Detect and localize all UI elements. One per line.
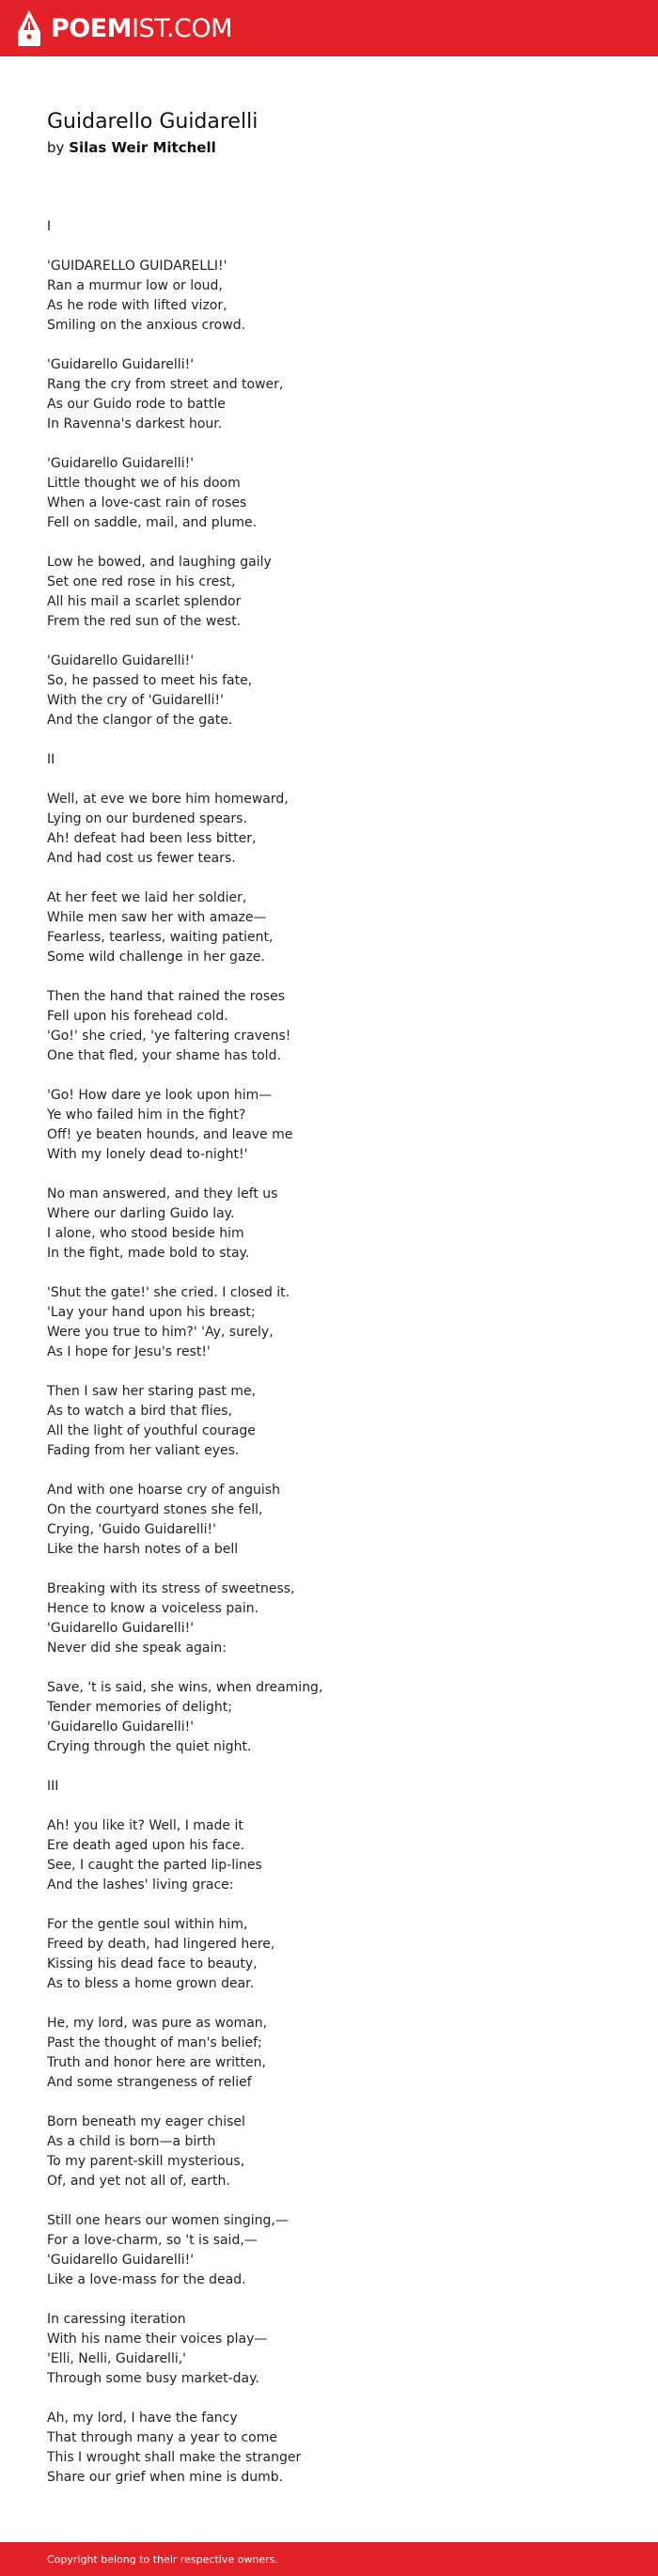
stanza-break bbox=[47, 237, 611, 257]
poem-line: 'GUIDARELLO GUIDARELLI!' bbox=[47, 259, 227, 274]
poem-line: Like a love-mass for the dead. bbox=[47, 2272, 246, 2287]
site-footer bbox=[0, 2542, 658, 2576]
poem-line: With his name their voices play— bbox=[47, 2332, 268, 2347]
stanza-break bbox=[47, 1165, 611, 1185]
poem-line: Ah, my lord, I have the fancy bbox=[47, 2411, 238, 2426]
site-header bbox=[0, 0, 658, 56]
poem-line: Off! ye beaten hounds, and leave me bbox=[47, 1127, 293, 1142]
poem-line: Rang the cry from street and tower, bbox=[47, 377, 284, 392]
poem-line: In the fight, made bold to stay. bbox=[47, 1246, 250, 1261]
stanza-break bbox=[47, 2290, 611, 2310]
poem-line: With the cry of 'Guidarelli!' bbox=[47, 693, 224, 708]
poem-line: On the courtyard stones she fell, bbox=[47, 1502, 263, 1517]
poem-line: Ye who failed him in the fight? bbox=[47, 1107, 246, 1123]
poem-line: Share our grief when mine is dumb. bbox=[47, 2470, 284, 2485]
poem-line: Fell upon his forehead cold. bbox=[47, 1009, 228, 1024]
poem-line: Save, 't is said, she wins, when dreaming, bbox=[47, 1680, 323, 1695]
stanza-break bbox=[47, 1362, 611, 1382]
poem-line: Hence to know a voiceless pain. bbox=[47, 1601, 259, 1616]
poem-line: While men saw her with amaze— bbox=[47, 910, 267, 925]
poem-line: And had cost us fewer tears. bbox=[47, 851, 236, 866]
stanza-break bbox=[47, 434, 611, 454]
stanza-break bbox=[47, 1560, 611, 1579]
logo-text-strong: POEM bbox=[51, 13, 133, 43]
poem-line: As I hope for Jesu's rest!' bbox=[47, 1344, 211, 1359]
poem-line: See, I caught the parted lip-lines bbox=[47, 1858, 262, 1873]
stanza-break bbox=[47, 730, 611, 750]
poem-line: Through some busy market-day. bbox=[47, 2371, 259, 2386]
poem-line: Smiling on the anxious crowd. bbox=[47, 318, 246, 333]
poem-line: Lying on our burdened spears. bbox=[47, 811, 247, 826]
poem-line: Ah! defeat had been less bitter, bbox=[47, 831, 257, 846]
poem-line: II bbox=[47, 752, 55, 767]
poem-line: Fearless, tearless, waiting patient, bbox=[47, 930, 274, 945]
poem-line: This I wrought shall make the stranger bbox=[47, 2450, 302, 2465]
poem-line: Then I saw her staring past me, bbox=[47, 1384, 257, 1399]
poem-line: 'Guidarello Guidarelli!' bbox=[47, 357, 195, 372]
poem-line: Truth and honor here are written, bbox=[47, 2055, 266, 2070]
poem-line: In Ravenna's darkest hour. bbox=[47, 416, 223, 432]
stanza-break bbox=[47, 1994, 611, 2014]
poem-line: Freed by death, had lingered here, bbox=[47, 1937, 275, 1952]
poem-line: As to bless a home grown dear. bbox=[47, 1976, 255, 1991]
pen-nib-icon bbox=[17, 9, 41, 47]
poem-line: Fell on saddle, mail, and plume. bbox=[47, 515, 258, 530]
poem-title: Guidarello Guidarelli bbox=[47, 110, 258, 134]
poem-line: When a love-cast rain of roses bbox=[47, 495, 247, 510]
poem-line: Then the hand that rained the roses bbox=[47, 989, 286, 1004]
poem-line: Born beneath my eager chisel bbox=[47, 2114, 245, 2129]
poem-line: And some strangeness of relief bbox=[47, 2075, 252, 2090]
poem-line: As our Guido rode to battle bbox=[47, 397, 226, 412]
copyright-notice: Copyright belong to their respective owners. bbox=[47, 2552, 278, 2566]
stanza-break bbox=[47, 1757, 611, 1777]
poem-line: Crying through the quiet night. bbox=[47, 1739, 252, 1754]
stanza-break bbox=[47, 2093, 611, 2113]
poem-line: Breaking with its stress of sweetness, bbox=[47, 1581, 295, 1596]
poem-line: Tender memories of delight; bbox=[47, 1700, 233, 1715]
poem-line: All his mail a scarlet splendor bbox=[47, 594, 242, 609]
by-label: by bbox=[47, 139, 65, 156]
poem-line: 'Guidarello Guidarelli!' bbox=[47, 1621, 195, 1636]
poem-line: To my parent-skill mysterious, bbox=[47, 2154, 245, 2169]
poem-line: 'Elli, Nelli, Guidarelli,' bbox=[47, 2351, 187, 2366]
poem-line: And the clangor of the gate. bbox=[47, 713, 233, 728]
poem-line: I alone, who stood beside him bbox=[47, 1226, 244, 1241]
poem-line: 'Guidarello Guidarelli!' bbox=[47, 456, 195, 471]
stanza-break bbox=[47, 1264, 611, 1283]
poem-line: One that fled, your shame has told. bbox=[47, 1048, 281, 1063]
poem-line: Little thought we of his doom bbox=[47, 476, 241, 491]
stanza-break bbox=[47, 869, 611, 888]
stanza-break bbox=[47, 2389, 611, 2409]
poem-line: III bbox=[47, 1779, 59, 1794]
poem-line: With my lonely dead to-night!' bbox=[47, 1147, 248, 1162]
poem-line: 'Guidarello Guidarelli!' bbox=[47, 653, 195, 668]
logo-wordmark bbox=[51, 14, 232, 43]
stanza-break bbox=[47, 632, 611, 652]
poem-line: Kissing his dead face to beauty, bbox=[47, 1956, 258, 1971]
poem-line: Were you true to him?' 'Ay, surely, bbox=[47, 1325, 274, 1340]
stanza-break bbox=[47, 1658, 611, 1678]
poem-line: Ah! you like it? Well, I made it bbox=[47, 1818, 243, 1833]
poem-content bbox=[47, 108, 611, 2488]
poem-line: Where our darling Guido lay. bbox=[47, 1206, 235, 1221]
byline bbox=[47, 138, 611, 157]
poem-line: 'Guidarello Guidarelli!' bbox=[47, 1720, 195, 1735]
poem-line: 'Shut the gate!' she cried. I closed it. bbox=[47, 1285, 290, 1300]
stanza-break bbox=[47, 1461, 611, 1481]
poem-line: Some wild challenge in her gaze. bbox=[47, 950, 265, 965]
poem-line: All the light of youthful courage bbox=[47, 1423, 256, 1438]
stanza-break bbox=[47, 967, 611, 987]
poem-line: No man answered, and they left us bbox=[47, 1186, 278, 1202]
poem-body bbox=[47, 217, 611, 2488]
stanza-break bbox=[47, 1895, 611, 1915]
poem-line: And the lashes' living grace: bbox=[47, 1877, 234, 1893]
poem-line: So, he passed to meet his fate, bbox=[47, 673, 253, 688]
stanza-break bbox=[47, 2191, 611, 2211]
poem-line: Ere death aged upon his face. bbox=[47, 1838, 245, 1853]
poem-line: For the gentle soul within him, bbox=[47, 1917, 248, 1932]
poem-line: And with one hoarse cry of anguish bbox=[47, 1483, 280, 1498]
poem-line: Fading from her valiant eyes. bbox=[47, 1443, 240, 1458]
poem-line: That through many a year to come bbox=[47, 2430, 277, 2445]
stanza-break bbox=[47, 533, 611, 553]
stanza-break bbox=[47, 770, 611, 790]
poem-line: 'Go!' she cried, 'ye faltering cravens! bbox=[47, 1029, 291, 1044]
poem-line: Of, and yet not all of, earth. bbox=[47, 2174, 230, 2189]
poem-line: Crying, 'Guido Guidarelli!' bbox=[47, 1522, 216, 1537]
poem-line: Past the thought of man's belief; bbox=[47, 2035, 262, 2050]
poem-line: As to watch a bird that flies, bbox=[47, 1404, 232, 1419]
logo-text-light: IST.COM bbox=[132, 13, 232, 43]
poem-line: Frem the red sun of the west. bbox=[47, 614, 242, 629]
poem-line: Ran a murmur low or loud, bbox=[47, 278, 223, 293]
poem-line: In caressing iteration bbox=[47, 2312, 186, 2327]
author-link[interactable]: Silas Weir Mitchell bbox=[69, 139, 216, 156]
poem-line: For a love-charm, so 't is said,— bbox=[47, 2233, 258, 2248]
poem-line: 'Guidarello Guidarelli!' bbox=[47, 2253, 195, 2268]
poem-line: Low he bowed, and laughing gaily bbox=[47, 555, 272, 570]
poem-line: As he rode with lifted vizor, bbox=[47, 298, 227, 313]
poem-line: Set one red rose in his crest, bbox=[47, 574, 236, 589]
poem-line: Like the harsh notes of a bell bbox=[47, 1542, 239, 1557]
stanza-break bbox=[47, 1797, 611, 1816]
poem-line: Never did she speak again: bbox=[47, 1641, 227, 1656]
poem-line: He, my lord, was pure as woman, bbox=[47, 2016, 268, 2031]
poem-line: 'Lay your hand upon his breast; bbox=[47, 1305, 256, 1320]
poem-line: 'Go! How dare ye look upon him— bbox=[47, 1088, 273, 1103]
poem-line: Still one hears our women singing,— bbox=[47, 2213, 289, 2228]
poem-line: I bbox=[47, 219, 52, 234]
stanza-break bbox=[47, 336, 611, 355]
poem-line: Well, at eve we bore him homeward, bbox=[47, 792, 289, 807]
site-logo[interactable] bbox=[17, 9, 232, 47]
poem-line: At her feet we laid her soldier, bbox=[47, 890, 247, 905]
poem-line: As a child is born—a birth bbox=[47, 2134, 216, 2149]
stanza-break bbox=[47, 1066, 611, 1086]
